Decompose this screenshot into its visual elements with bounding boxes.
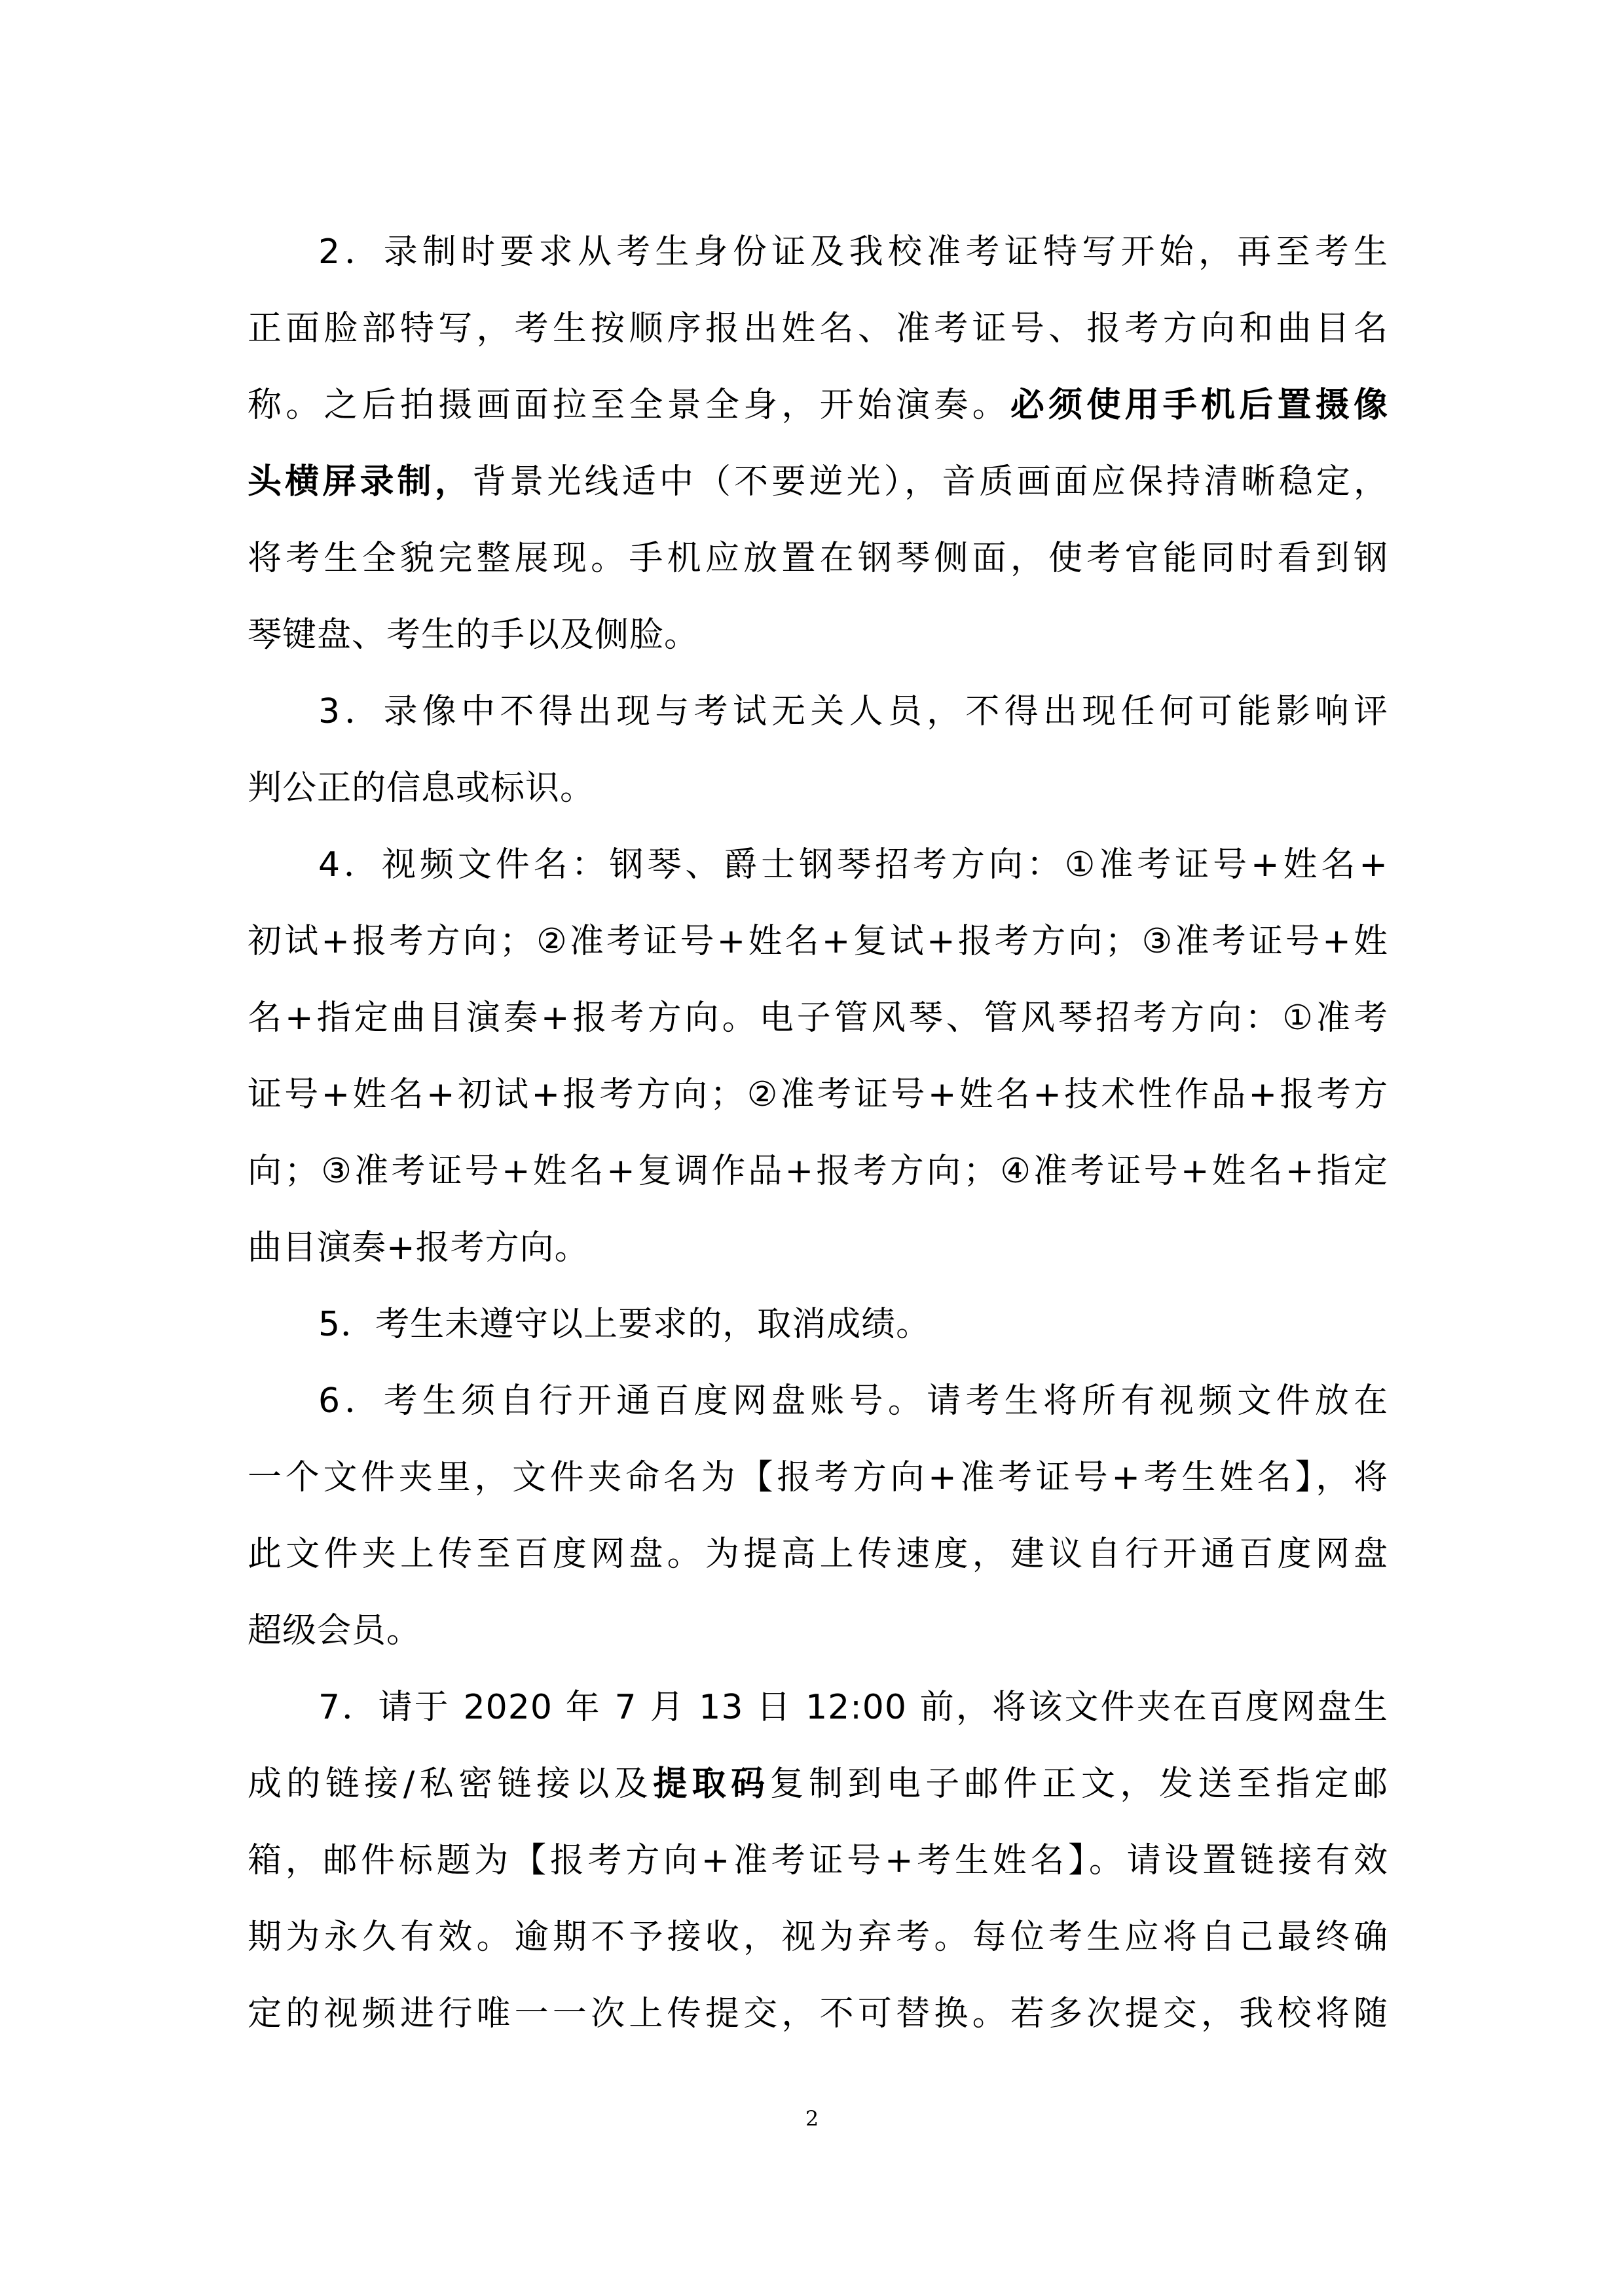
text-run: 期为永久有效。逾期不予接收，视为弃考。每位考生应将自己最终确: [248, 1918, 1388, 1957]
paragraph-1: [248, 214, 1388, 674]
text-run: 称。之后拍摄画面拉至全景全身，开始演奏。: [248, 386, 1010, 425]
paragraph-line: [248, 367, 1388, 444]
page-number: 2: [805, 2106, 819, 2131]
text-run: 将考生全貌完整展现。手机应放置在钢琴侧面，使考官能同时看到钢: [248, 539, 1388, 578]
paragraph-line: [248, 214, 1388, 291]
paragraph-line: [248, 1976, 1388, 2052]
text-run: 4．视频文件名：钢琴、爵士钢琴招考方向：①准考证号+姓名+: [318, 845, 1388, 884]
paragraph-2: [248, 674, 1388, 827]
paragraph-line: [248, 1669, 1388, 1746]
paragraph-line: [248, 1516, 1388, 1593]
paragraph-line: [248, 1823, 1388, 1899]
paragraph-line: [248, 750, 1388, 827]
paragraph-4: [248, 1286, 1388, 1363]
text-run: 定的视频进行唯一一次上传提交，不可替换。若多次提交，我校将随: [248, 1994, 1388, 2033]
paragraph-5: [248, 1363, 1388, 1669]
paragraph-line: [248, 903, 1388, 980]
paragraph-6: [248, 1669, 1388, 2052]
text-run: 成的链接/私密链接以及: [248, 1764, 654, 1804]
paragraph-line: [248, 444, 1388, 520]
text-run: 琴键盘、考生的手以及侧脸。: [248, 615, 699, 655]
text-run: 初试+报考方向；②准考证号+姓名+复试+报考方向；③准考证号+姓: [248, 922, 1388, 961]
text-run: 判公正的信息或标识。: [248, 769, 595, 808]
text-run: 一个文件夹里，文件夹命名为【报考方向+准考证号+考生姓名】，将: [248, 1458, 1388, 1497]
paragraph-line: [248, 1057, 1388, 1133]
paragraph-line: [248, 1133, 1388, 1210]
paragraph-line: [248, 1440, 1388, 1516]
paragraph-line: [248, 291, 1388, 367]
paragraph-line: [248, 827, 1388, 903]
paragraph-3: [248, 827, 1388, 1286]
paragraph-line: [248, 1899, 1388, 1976]
paragraph-line: [248, 597, 1388, 674]
text-run: 背景光线适中（不要逆光），音质画面应保持清晰稳定，: [472, 462, 1388, 501]
paragraph-line: [248, 1363, 1388, 1440]
text-run: 箱，邮件标题为【报考方向+准考证号+考生姓名】。请设置链接有效: [248, 1841, 1388, 1880]
text-run: 5．考生未遵守以上要求的，取消成绩。: [318, 1305, 931, 1344]
text-run: 此文件夹上传至百度网盘。为提高上传速度，建议自行开通百度网盘: [248, 1535, 1388, 1574]
bold-text: 头横屏录制，: [248, 462, 472, 501]
paragraph-line: [248, 1746, 1388, 1823]
text-run: 正面脸部特写，考生按顺序报出姓名、准考证号、报考方向和曲目名: [248, 309, 1388, 348]
paragraph-line: [248, 520, 1388, 597]
text-run: 3．录像中不得出现与考试无关人员，不得出现任何可能影响评: [318, 692, 1388, 731]
text-run: 向；③准考证号+姓名+复调作品+报考方向；④准考证号+姓名+指定: [248, 1152, 1388, 1191]
bold-text: 必须使用手机后置摄像: [1010, 386, 1388, 425]
text-run: 6．考生须自行开通百度网盘账号。请考生将所有视频文件放在: [318, 1381, 1388, 1421]
paragraph-line: [248, 1593, 1388, 1669]
paragraph-line: [248, 980, 1388, 1057]
paragraph-line: [248, 674, 1388, 750]
text-run: 名+指定曲目演奏+报考方向。电子管风琴、管风琴招考方向：①准考: [248, 998, 1388, 1038]
text-run: 证号+姓名+初试+报考方向；②准考证号+姓名+技术性作品+报考方: [248, 1075, 1388, 1114]
text-run: 超级会员。: [248, 1611, 422, 1650]
paragraph-line: [248, 1210, 1388, 1286]
text-run: 2．录制时要求从考生身份证及我校准考证特写开始，再至考生: [318, 232, 1388, 272]
body-text: [248, 214, 1388, 2052]
text-run: 复制到电子邮件正文，发送至指定邮: [769, 1764, 1388, 1804]
text-run: 7．请于 2020 年 7 月 13 日 12:00 前，将该文件夹在百度网盘生: [318, 1688, 1388, 1727]
paragraph-line: [248, 1286, 1388, 1363]
text-run: 曲目演奏+报考方向。: [248, 1228, 589, 1267]
bold-text: 提取码: [653, 1764, 770, 1804]
